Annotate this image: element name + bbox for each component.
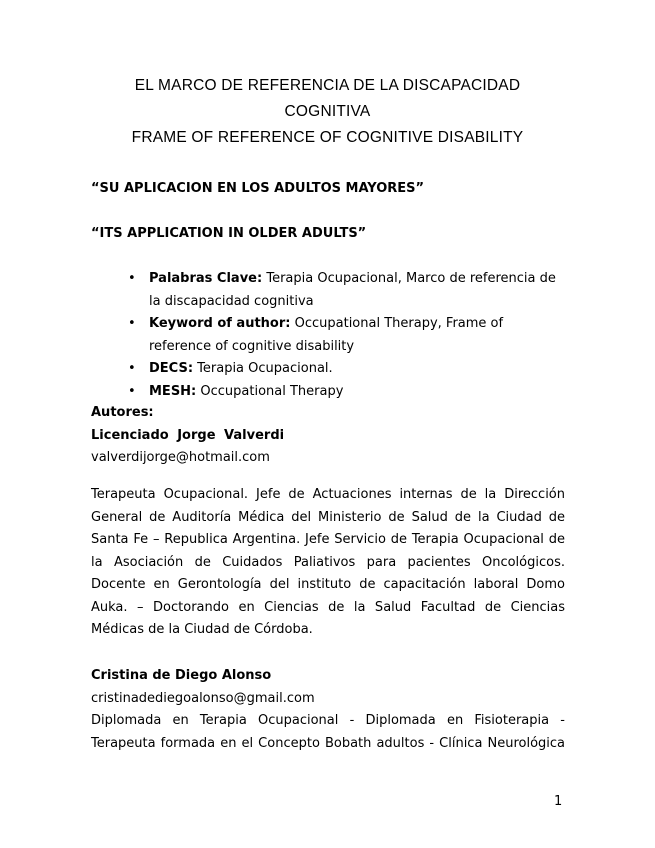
bullet-icon: • [128, 271, 136, 286]
author-2-bio: Diplomada en Terapia Ocupacional - Diplomada en Fisioterapia - Terapeuta formada en el Concepto Bobath adultos - Clínica Neurológica [91, 713, 565, 751]
bullet-icon: • [128, 316, 136, 331]
author-2-email: cristinadediegoalonso@gmail.com [91, 691, 315, 706]
keyword-label: Palabras Clave: [149, 271, 263, 286]
authors-heading: Autores: [91, 405, 154, 420]
keyword-text: Terapia Ocupacional. [193, 361, 333, 376]
keyword-item-palabras-clave [128, 268, 569, 313]
bullet-icon: • [128, 361, 136, 376]
title-line-2: COGNITIVA [284, 103, 371, 120]
keyword-label: Keyword of author: [149, 316, 291, 331]
author-1-bio: Terapeuta Ocupacional. Jefe de Actuaciones internas de la Dirección General de Auditoría Médica del Ministerio de Salud de la Ciudad de Santa Fe – Republica Argentina. Jefe Servicio de Terapia Ocupacional de la Asociación de Cuidados Paliativos para pacientes Oncológicos. Docente en Gerontología del instituto de capacitación laboral Domo Auka. – Doctorando en Ciencias de la Salud Facultad de Ciencias Médicas de la Ciudad de Córdoba. [91, 487, 565, 637]
title-english: FRAME OF REFERENCE OF COGNITIVE DISABILITY [131, 129, 524, 146]
keyword-list [128, 268, 569, 403]
keyword-text: Occupational Therapy [196, 383, 344, 399]
author-1-name: Licenciado Jorge Valverdi [91, 428, 285, 443]
title-line-1: EL MARCO DE REFERENCIA DE LA DISCAPACIDAD [134, 77, 521, 94]
subtitle-english: “ITS APPLICATION IN OLDER ADULTS” [91, 226, 367, 241]
keyword-label: DECS: [149, 361, 194, 376]
keyword-label: MESH: [149, 383, 197, 399]
page-number: 1 [554, 794, 563, 809]
author-1-email: valverdijorge@hotmail.com [91, 450, 270, 465]
author-2-name: Cristina de Diego Alonso [91, 668, 272, 683]
subtitle-spanish: “SU APLICACION EN LOS ADULTOS MAYORES” [91, 181, 425, 196]
keyword-text: Occupational Therapy, Frame of reference of cognitive disability [149, 316, 504, 354]
keyword-item-decs [128, 358, 569, 381]
keyword-item-author [128, 313, 569, 358]
bullet-icon: • [128, 383, 136, 399]
keyword-item-mesh [128, 381, 569, 404]
keyword-text: Terapia Ocupacional, Marco de referencia de la discapacidad cognitiva [149, 271, 556, 309]
